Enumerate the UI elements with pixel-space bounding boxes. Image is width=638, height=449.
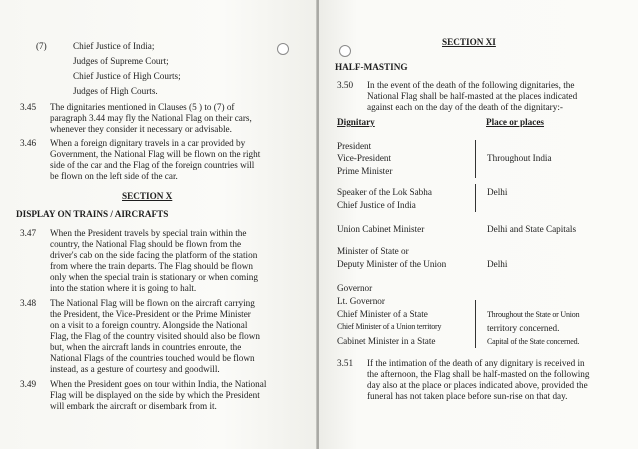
- para-350-line: National Flag shall be half-masted at the places indicated: [367, 91, 578, 101]
- para-346-line: Government, the National Flag will be flown on the right: [50, 149, 261, 159]
- clause-7-line: Chief Justice of India;: [73, 41, 155, 51]
- para-345-line: whenever they consider it necessary or advisable.: [50, 124, 232, 134]
- table-place: Capital of the State concerned.: [487, 337, 580, 346]
- para-347-line: When the President travels by special train within the: [50, 228, 247, 238]
- table-place: territory concerned.: [487, 323, 560, 333]
- para-347-line: into the station where it is going to halt.: [50, 283, 197, 293]
- para-348-line: but, when the aircraft lands in countries enroute, the: [50, 342, 242, 352]
- para-346-line: side of the car and the Flag of the foreign countries will: [50, 160, 255, 170]
- para-349-line: will embark the aircraft or disembark from it.: [50, 401, 217, 411]
- para-345-line: The dignitaries mentioned in Clauses (5 ) to (7) of: [50, 102, 235, 112]
- table-dignitary: Governor: [337, 283, 373, 293]
- para-347-line: driver's cab on the side facing the platform of the station: [50, 250, 258, 260]
- para-346-line: When a foreign dignitary travels in a car provided by: [50, 138, 246, 148]
- para-351-line: the afternoon, the Flag shall be half-masted on the following: [367, 369, 590, 379]
- para-349-line: Flag will be displayed on the side by which the President: [50, 390, 260, 400]
- clause-7-number: (7): [36, 41, 47, 51]
- table-place: Delhi: [487, 187, 508, 197]
- para-350-number: 3.50: [337, 80, 354, 90]
- para-345-line: paragraph 3.44 may fly the National Flag on their cars,: [50, 113, 252, 123]
- table-dignitary: Deputy Minister of the Union: [337, 259, 447, 269]
- table-dignitary: Vice-President: [337, 153, 392, 163]
- table-place: Delhi: [487, 259, 508, 269]
- section-xi-title: SECTION XI: [442, 37, 496, 47]
- para-348-line: on a visit to a foreign country. Alongside the National: [50, 320, 248, 330]
- table-dignitary: Chief Minister of a State: [337, 309, 428, 319]
- punch-hole-icon: [277, 43, 289, 55]
- table-bracket-line: [475, 184, 476, 212]
- para-348-line: Flag, the Flag of the country visited should also be flown: [50, 331, 261, 341]
- para-347-line: country, the National Flag should be flown from the: [50, 239, 242, 249]
- left-page: [0, 0, 318, 449]
- table-bracket-line: [475, 140, 476, 178]
- clause-7-line: Judges of Supreme Court;: [73, 56, 169, 66]
- section-x-title: SECTION X: [122, 191, 173, 201]
- table-header-dignitary: Dignitary: [337, 117, 375, 127]
- para-349-number: 3.49: [20, 379, 37, 389]
- para-348-line: The National Flag will be flown on the aircraft carrying: [50, 298, 255, 308]
- clause-7-line: Judges of High Courts.: [73, 86, 158, 96]
- para-345-number: 3.45: [20, 102, 37, 112]
- clause-7-line: Chief Justice of High Courts;: [73, 71, 181, 81]
- table-dignitary: Union Cabinet Minister: [337, 224, 425, 234]
- para-346-number: 3.46: [20, 138, 37, 148]
- para-347-line: from where the train departs. The Flag should be flown: [50, 261, 253, 271]
- section-x-heading: DISPLAY ON TRAINS / AIRCRAFTS: [16, 209, 169, 219]
- table-place: Throughout India: [487, 153, 552, 163]
- para-348-line: instead, as a gesture of courtesy and goodwill.: [50, 364, 220, 374]
- para-346-line: be flown on the left side of the car.: [50, 171, 178, 181]
- para-351-number: 3.51: [337, 358, 354, 368]
- table-dignitary: Cabinet Minister in a State: [337, 336, 436, 346]
- table-header-place: Place or places: [486, 117, 545, 127]
- section-xi-heading: HALF-MASTING: [335, 62, 408, 72]
- para-348-line: the President, the Vice-President or the Prime Minister: [50, 309, 251, 319]
- table-dignitary: President: [337, 141, 372, 151]
- table-dignitary: Speaker of the Lok Sabha: [337, 187, 432, 197]
- para-347-line: only when the special train is stationary or when coming: [50, 272, 258, 282]
- table-dignitary: Chief Minister of a Union territory: [337, 322, 442, 331]
- para-350-line: against each on the day of the death of the dignitary:-: [367, 102, 563, 112]
- table-dignitary: Minister of State or: [337, 246, 409, 256]
- table-place: Throughout the State or Union: [487, 310, 580, 319]
- table-dignitary: Lt. Governor: [337, 296, 385, 306]
- table-dignitary: Chief Justice of India: [337, 200, 416, 210]
- para-350-line: In the event of the death of the following dignitaries, the: [367, 80, 575, 90]
- table-bracket-line: [475, 300, 476, 348]
- table-dignitary: Prime Minister: [337, 166, 393, 176]
- para-349-line: When the President goes on tour within India, the National: [50, 379, 267, 389]
- table-place: Delhi and State Capitals: [487, 224, 577, 234]
- para-351-line: If the intimation of the death of any dignitary is received in: [367, 358, 585, 368]
- para-348-line: National Flags of the countries touched would be flown: [50, 353, 255, 363]
- para-351-line: funeral has not taken place before sun-rise on that day.: [367, 391, 568, 401]
- para-351-line: day also at the place or places indicated above, provided the: [367, 380, 588, 390]
- punch-hole-icon: [339, 45, 351, 57]
- right-page: [319, 0, 638, 449]
- para-347-number: 3.47: [20, 228, 37, 238]
- para-348-number: 3.48: [20, 298, 37, 308]
